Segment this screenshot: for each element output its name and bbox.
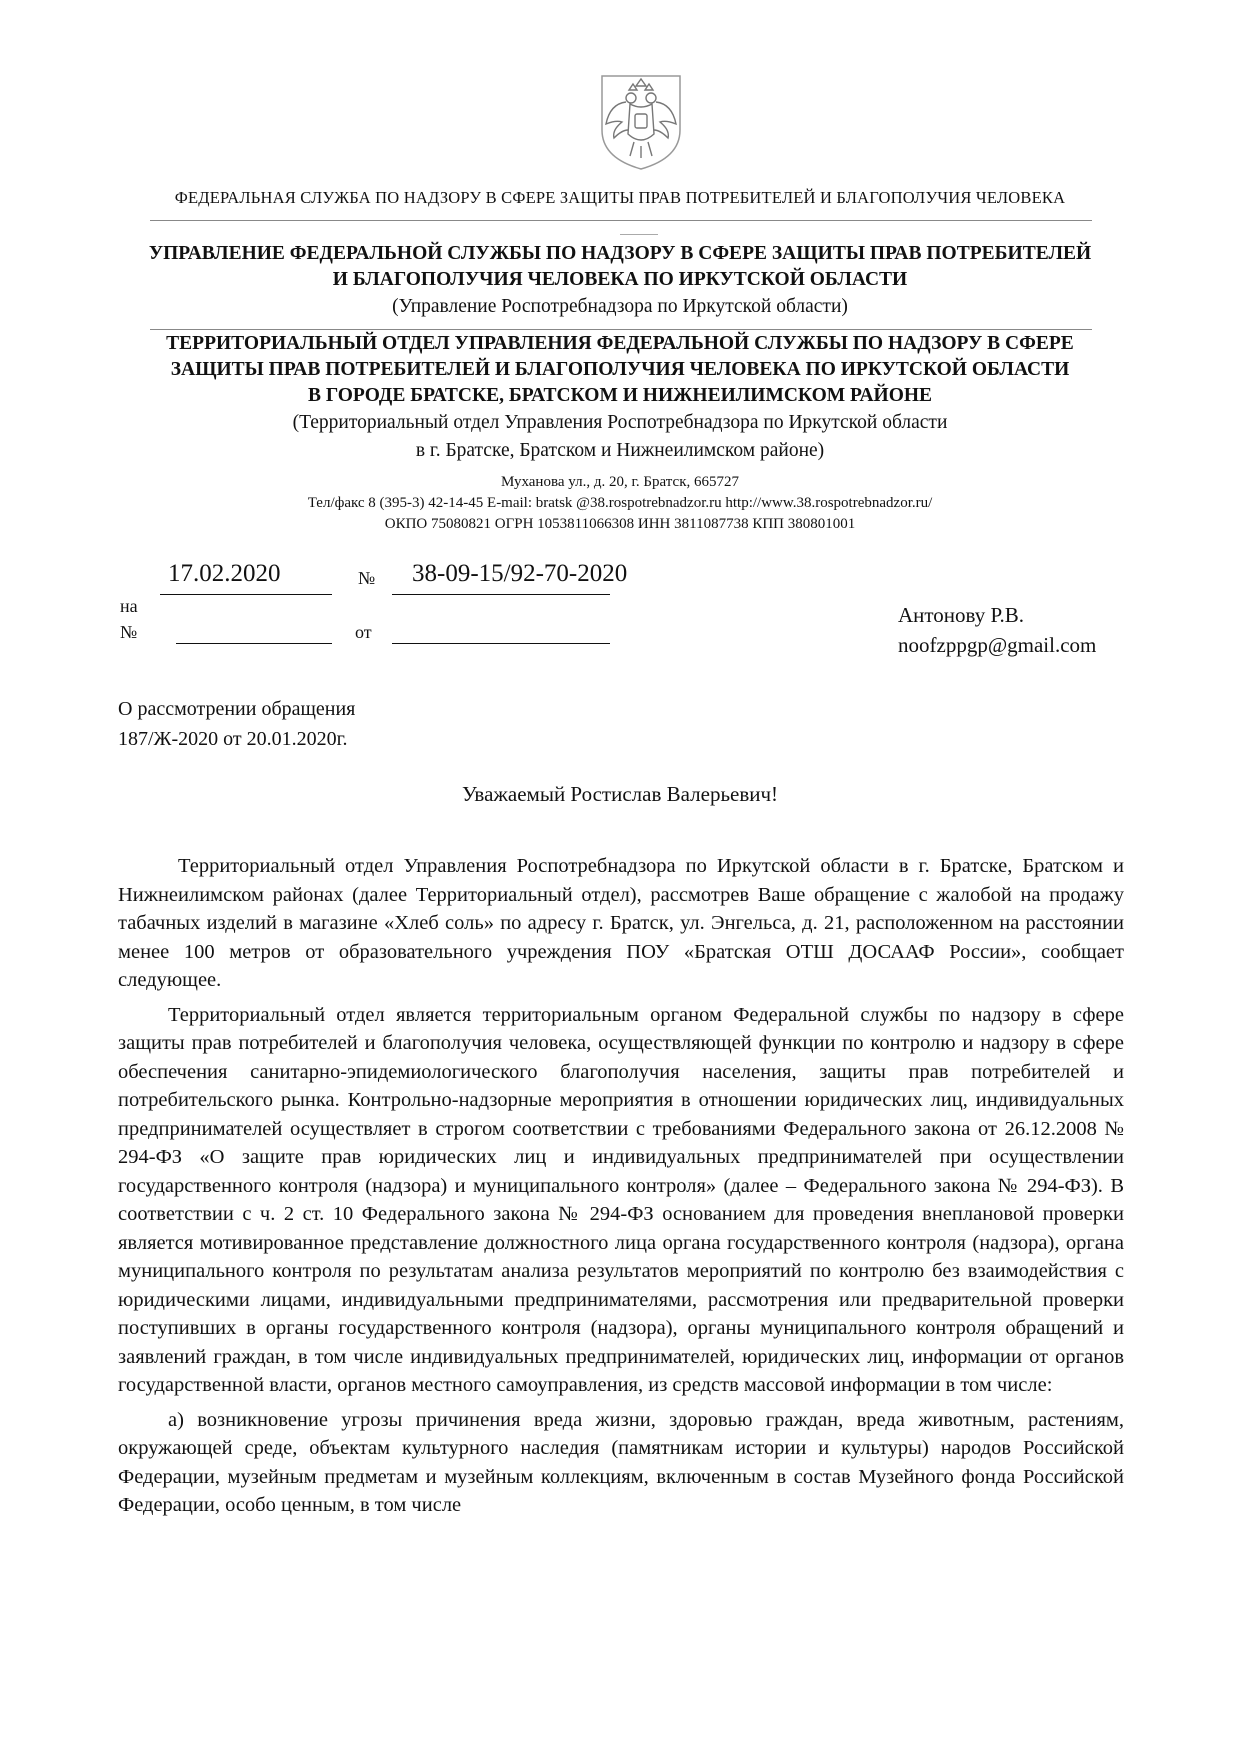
reply-date-label: от bbox=[355, 622, 372, 642]
header-divider bbox=[150, 220, 1092, 221]
body-paragraph-3: а) возникновение угрозы причинения вреда жизни, здоровью граждан, вреда животным, растениям, окружающей среде, объектам культурного наследия (памятникам истории и культуры) народов Российской Федерации, музейным предметам и музейным коллекциям, включенным в состав Музейного фонда Российской Федерации, особо ценным, в том числе bbox=[118, 1408, 1124, 1516]
coat-of-arms-icon bbox=[596, 72, 686, 172]
addressee-email: noofzppgp@gmail.com bbox=[898, 633, 1097, 657]
department-block bbox=[100, 241, 1140, 321]
department-title-line2: И БЛАГОПОЛУЧИЯ ЧЕЛОВЕКА ПО ИРКУТСКОЙ ОБЛАСТИ bbox=[332, 269, 908, 290]
office-address: Муханова ул., д. 20, г. Братск, 665727 bbox=[501, 474, 739, 490]
body-paragraph-2: Территориальный отдел является территориальным органом Федеральной службы по надзору в сфере защиты прав потребителей и благополучия человека, осуществляющей функции по контролю и надзору в сфере обеспечения санитарно-эпидемиологического благополучия населения, защиты прав потребителей и потребительского рынка. Контрольно-надзорные мероприятия в отношении юридических лиц, индивидуальных предпринимателей осуществляет в строгом соответствии с требованиями Федерального закона от 26.12.2008 № 294-ФЗ «О защите прав юридических лиц и индивидуальных предпринимателей при осуществлении государственного контроля (надзора) и муниципального контроля» (далее – Федерального закона № 294-ФЗ). В соответствии с ч. 2 ст. 10 Федерального закона № 294-ФЗ основанием для проведения внеплановой проверки является мотивированное представление должностного лица органа государственного контроля (надзора), органа муниципального контроля по результатам анализа результатов мероприятий по контролю без взаимодействия с юридическими лицами, индивидуальными предпринимателями, рассмотрения или предварительной проверки поступивших в органы государственного контроля (надзора), органы муниципального контроля обращений и заявлений граждан, в том числе индивидуальных предпринимателей, юридических лиц, информации от органов государственной власти, органов местного самоуправления, из средств массовой информации в том числе: bbox=[118, 1003, 1124, 1396]
office-title-line1: ТЕРРИТОРИАЛЬНЫЙ ОТДЕЛ УПРАВЛЕНИЯ ФЕДЕРАЛЬНОЙ СЛУЖБЫ ПО НАДЗОРУ В СФЕРЕ bbox=[166, 333, 1074, 354]
office-phone-email: Тел/факс 8 (395-3) 42-14-45 E-mail: bratsk @38.rospotrebnadzor.ru http://www.38.rospotrebnadzor.ru/ bbox=[307, 495, 933, 511]
office-block bbox=[100, 331, 1140, 465]
reply-to-number-label: № bbox=[120, 622, 138, 642]
body-paragraph-1: Территориальный отдел Управления Роспотребнадзора по Иркутской области в г. Братске, Братском и Нижнеилимском районах (далее Территориальный отдел), рассмотрев Ваше обращение с жалобой на продажу табачных изделий в магазине «Хлеб соль» по адресу г. Братск, ул. Энгельса, д. 21, расположенном на расстоянии менее 100 метров от образовательного учреждения ПОУ «Братская ОТШ ДОСААФ России», сообщает следующее. bbox=[118, 855, 1124, 991]
number-label: № bbox=[358, 568, 376, 588]
office-title-line3: В ГОРОДЕ БРАТСКЕ, БРАТСКОМ И НИЖНЕИЛИМСКОМ РАЙОНЕ bbox=[307, 385, 933, 406]
department-short-name: (Управление Роспотребнадзора по Иркутской области) bbox=[392, 296, 848, 317]
reply-number-underline bbox=[176, 643, 332, 644]
letter-body bbox=[118, 852, 1124, 1520]
addressee-name: Антонову Р.В. bbox=[898, 603, 1025, 627]
office-registry-codes: ОКПО 75080821 ОГРН 1053811066308 ИНН 3811087738 КПП 380801001 bbox=[384, 516, 856, 532]
header-tick bbox=[620, 234, 658, 235]
reply-date-underline bbox=[392, 643, 610, 644]
contact-block bbox=[100, 472, 1140, 535]
department-title-line1: УПРАВЛЕНИЕ ФЕДЕРАЛЬНОЙ СЛУЖБЫ ПО НАДЗОРУ В СФЕРЕ ЗАЩИТЫ ПРАВ ПОТРЕБИТЕЛЕЙ bbox=[148, 243, 1092, 264]
office-short-name-line2: в г. Братске, Братском и Нижнеилимском районе) bbox=[415, 440, 825, 461]
date-underline bbox=[160, 594, 332, 595]
subject-line1: О рассмотрении обращения bbox=[118, 698, 356, 720]
number-underline bbox=[392, 594, 610, 595]
subject-block bbox=[118, 694, 355, 754]
outgoing-number: 38-09-15/92-70-2020 bbox=[412, 560, 628, 587]
reply-to-label: на bbox=[120, 596, 138, 616]
office-short-name-line1: (Территориальный отдел Управления Роспотребнадзора по Иркутской области bbox=[292, 412, 948, 433]
office-title-line2: ЗАЩИТЫ ПРАВ ПОТРЕБИТЕЛЕЙ И БЛАГОПОЛУЧИЯ ЧЕЛОВЕКА ПО ИРКУТСКОЙ ОБЛАСТИ bbox=[170, 359, 1070, 380]
agency-name: ФЕДЕРАЛЬНАЯ СЛУЖБА ПО НАДЗОРУ В СФЕРЕ ЗАЩИТЫ ПРАВ ПОТРЕБИТЕЛЕЙ И БЛАГОПОЛУЧИЯ ЧЕЛОВЕКА bbox=[174, 188, 1066, 207]
department-divider bbox=[150, 329, 1092, 330]
subject-line2: 187/Ж-2020 от 20.01.2020г. bbox=[118, 728, 348, 750]
salutation: Уважаемый Ростислав Валерьевич! bbox=[461, 782, 779, 806]
outgoing-date: 17.02.2020 bbox=[168, 560, 281, 587]
